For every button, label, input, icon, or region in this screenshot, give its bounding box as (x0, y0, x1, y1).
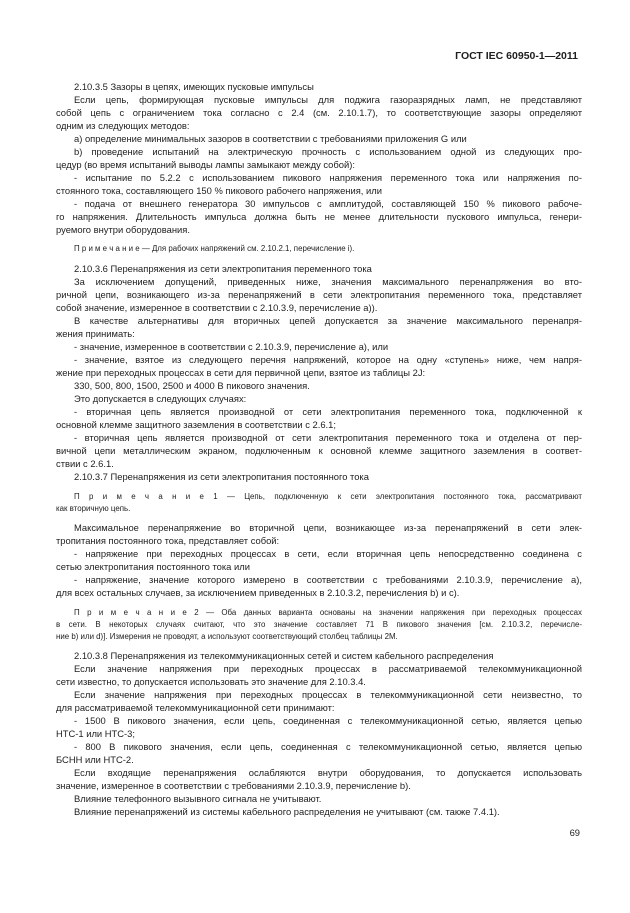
text-line: - испытание по 5.2.2 с использованием пикового напряжения переменного тока или напряжения по- (74, 172, 582, 183)
text-line: жение при переходных процессах в сети для первичной цепи, взятое из таблицы 2J: (56, 367, 426, 378)
text-line: основной клемме защитного заземления в соответствии с 2.6.1; (56, 419, 336, 430)
text-line: для всех остальных случаев, за исключением приведенных в 2.10.3.2, перечисления b) и с). (56, 587, 460, 598)
note-line: П р и м е ч а н и е 2 — Оба данных варианта основаны на значении напряжения при переходных процессах (74, 608, 582, 617)
text-line: БСНН или НТС-2. (56, 754, 134, 765)
text-line: Это допускается в следующих случаях: (74, 393, 247, 404)
text-line: Если значение напряжения при переходных процессах в телекоммуникационной сети неизвестно, то (74, 689, 582, 700)
text-line: - значение, взятое из следующего перечня напряжений, которое на одну «ступень» ниже, чем напря- (74, 354, 582, 365)
text-line: Влияние перенапряжений из системы кабельного распределения не учитывают (см. также 7.4.1). (74, 806, 500, 817)
text-line: жения принимать: (56, 328, 135, 339)
text-line: - 1500 В пикового значения, если цепь, соединенная с телекоммуникационной сетью, является цепью (74, 715, 582, 726)
text-line: - подача от внешнего генератора 30 импульсов с амплитудой, составляющей 150 % пикового рабоче- (74, 198, 582, 209)
text-line: 2.10.3.8 Перенапряжения из телекоммуникационных сетей и систем кабельного распределения (74, 650, 494, 661)
text-line: тропитания постоянного тока, представляет собой: (56, 535, 280, 546)
text-line: собой значение, измеренное в соответствии с 2.10.3.9, перечисление а)). (56, 302, 378, 313)
text-line: стоянного тока, составляющего 150 % пикового рабочего напряжения, или (56, 185, 382, 196)
text-line: - 800 В пикового значения, если цепь, соединенная с телекоммуникационной сетью, является цепью (74, 741, 582, 752)
text-line: - значение, измеренное в соответствии с 2.10.3.9, перечисление а), или (74, 341, 389, 352)
text-line: одним из следующих методов: (56, 120, 190, 131)
running-header: ГОСТ IEC 60950-1—2011 (455, 50, 578, 62)
text-line: Максимальное перенапряжение во вторичной цепи, возникающее из-за перенапряжений в сети элек- (74, 522, 582, 533)
text-line: b) проведение испытаний на электрическую прочность с использованием одной из следующих про- (74, 146, 582, 157)
text-line: собой цепь с ограничением тока согласно с 2.4 (см. 2.10.1.7), то соответствующие зазоры определяют (56, 107, 582, 118)
text-line: сети известно, то допускается использовать это значение для 2.10.3.4. (56, 676, 366, 687)
text-line: сетью электропитания постоянного тока или (56, 561, 250, 572)
text-line: 330, 500, 800, 1500, 2500 и 4000 В пикового значения. (74, 380, 310, 391)
text-line: а) определение минимальных зазоров в соответствии с требованиями приложения G или (74, 133, 467, 144)
text-line: Если входящие перенапряжения ослабляются внутри оборудования, то допускается использовать (74, 767, 582, 778)
text-line: 2.10.3.5 Зазоры в цепях, имеющих пусковые импульсы (74, 81, 314, 92)
text-line: В качестве альтернативы для вторичных цепей допускается за значение максимального перенапря- (74, 315, 582, 326)
text-line: - напряжение, значение которого измерено в соответствии с требованиями 2.10.3.9, перечисление а), (74, 574, 582, 585)
text-line: 2.10.3.6 Перенапряжения из сети электропитания переменного тока (74, 263, 372, 274)
text-line: руемого внутри оборудования. (56, 224, 190, 235)
page-number: 69 (569, 827, 580, 838)
text-line: вичной цепи металлическим экраном, подключенным к основной клемме защитного заземления в соответ- (56, 445, 582, 456)
note-line: в сети. В некоторых случаях считают, что это значение составляет 71 В пикового значения [см. 2.10.3.2, перечисле- (56, 620, 582, 629)
note-line: ние b) или d)]. Измерения не проводят, а используют соответствующий столбец таблицы 2М. (56, 632, 398, 641)
text-line: - вторичная цепь является производной от сети электропитания переменного тока, подключенной к (74, 406, 582, 417)
text-line: цедур (во время испытаний выводы лампы замыкают между собой): (56, 159, 355, 170)
text-line: Если значение напряжения при переходных процессах в рассматриваемой телекоммуникационной (74, 663, 582, 674)
text-line: НТС-1 или НТС-3; (56, 728, 135, 739)
text-line: Если цепь, формирующая пусковые импульсы для поджига газоразрядных ламп, не представляют (74, 94, 582, 105)
text-line: За исключением допущений, приведенных ниже, значения максимального перенапряжения во вто- (74, 276, 582, 287)
text-line: - напряжение при переходных процессах в сети, если вторичная цепь непосредственно соединена с (74, 548, 582, 559)
text-line: ричной цепи, возникающего из-за перенапряжений в сети электропитания переменного тока, представляет (56, 289, 582, 300)
text-line: - вторичная цепь является производной от сети электропитания переменного тока и отделена от пер- (74, 432, 582, 443)
note-line: как вторичную цепь. (56, 504, 131, 513)
text-line: Влияние телефонного вызывного сигнала не учитывают. (74, 793, 322, 804)
text-line: значение, измеренное в соответствии с требованиями 2.10.3.9, перечисление b). (56, 780, 411, 791)
note-line: П р и м е ч а н и е — Для рабочих напряжений см. 2.10.2.1, перечисление i). (74, 244, 355, 253)
text-line: для рассматриваемой телекоммуникационной сети принимают: (56, 702, 335, 713)
text-line: го напряжения. Длительность импульса должна быть не менее длительности пускового импульса, генери- (56, 211, 582, 222)
text-line: 2.10.3.7 Перенапряжения из сети электропитания постоянного тока (74, 471, 369, 482)
text-line: ствии с 2.6.1. (56, 458, 114, 469)
note-line: П р и м е ч а н и е 1 — Цепь, подключенную к сети электропитания постоянного тока, рассматривают (74, 492, 582, 501)
